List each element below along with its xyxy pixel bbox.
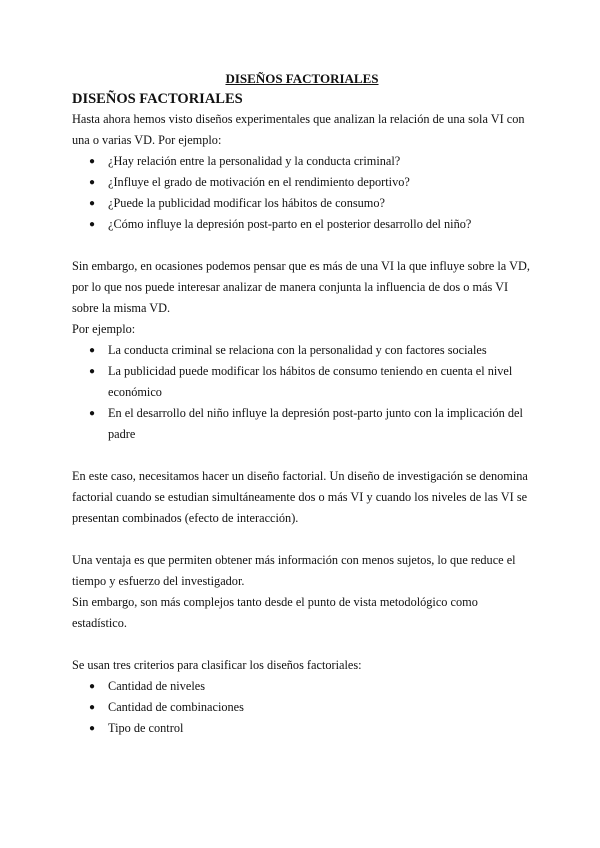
list-item <box>72 340 532 361</box>
list-item-text: Cantidad de niveles <box>108 679 205 693</box>
section-heading: DISEÑOS FACTORIALES <box>72 91 243 107</box>
bullet-icon: ● <box>89 198 96 209</box>
disadvantage-paragraph: Sin embargo, son más complejos tanto desde el punto de vista metodológico como estadístico. <box>72 595 478 630</box>
list-item-text: Tipo de control <box>108 721 184 735</box>
bullet-icon: ● <box>89 345 96 356</box>
list-item <box>72 676 532 697</box>
list-item <box>72 361 532 403</box>
intro-paragraph: Hasta ahora hemos visto diseños experimentales que analizan la relación de una sola VI con una o varias VD. Por ejemplo: <box>72 112 525 147</box>
list-item-text: En el desarrollo del niño influye la depresión post-parto junto con la implicación del padre <box>108 406 523 441</box>
advantage-paragraph: Una ventaja es que permiten obtener más información con menos sujetos, lo que reduce el tiempo y esfuerzo del investigador. <box>72 553 516 588</box>
single-vi-examples-list <box>72 151 532 235</box>
document-title: DISEÑOS FACTORIALES <box>225 71 379 86</box>
list-item <box>72 718 532 739</box>
bullet-icon: ● <box>89 219 96 230</box>
criteria-list <box>72 676 532 739</box>
list-item-text: ¿Puede la publicidad modificar los hábitos de consumo? <box>108 196 385 210</box>
document-page <box>72 70 532 739</box>
list-item-text: La publicidad puede modificar los hábitos de consumo teniendo en cuenta el nivel económico <box>108 364 513 399</box>
list-item <box>72 172 532 193</box>
bullet-icon: ● <box>89 408 96 419</box>
list-item <box>72 214 532 235</box>
list-item <box>72 193 532 214</box>
bullet-icon: ● <box>89 702 96 713</box>
list-item-text: Cantidad de combinaciones <box>108 700 244 714</box>
list-item <box>72 151 532 172</box>
bullet-icon: ● <box>89 156 96 167</box>
list-item-text: ¿Hay relación entre la personalidad y la conducta criminal? <box>108 154 401 168</box>
list-item <box>72 697 532 718</box>
list-item-text: ¿Cómo influye la depresión post-parto en el posterior desarrollo del niño? <box>108 217 472 231</box>
multi-vi-paragraph: Sin embargo, en ocasiones podemos pensar que es más de una VI la que influye sobre la VD, por lo que nos puede interesar analizar de manera conjunta la influencia de dos o más VI sobre la misma VD. <box>72 259 530 315</box>
por-ejemplo-label: Por ejemplo: <box>72 322 136 336</box>
bullet-icon: ● <box>89 681 96 692</box>
bullet-icon: ● <box>89 723 96 734</box>
multi-vi-examples-list <box>72 340 532 445</box>
list-item <box>72 403 532 445</box>
bullet-icon: ● <box>89 366 96 377</box>
criteria-intro-paragraph: Se usan tres criterios para clasificar los diseños factoriales: <box>72 658 362 672</box>
list-item-text: ¿Influye el grado de motivación en el rendimiento deportivo? <box>108 175 410 189</box>
bullet-icon: ● <box>89 177 96 188</box>
factorial-definition-paragraph: En este caso, necesitamos hacer un diseño factorial. Un diseño de investigación se denomina factorial cuando se estudian simultáneamente dos o más VI y cuando los niveles de las VI se presentan combinados (efecto de interacción). <box>72 469 528 525</box>
list-item-text: La conducta criminal se relaciona con la personalidad y con factores sociales <box>108 343 487 357</box>
